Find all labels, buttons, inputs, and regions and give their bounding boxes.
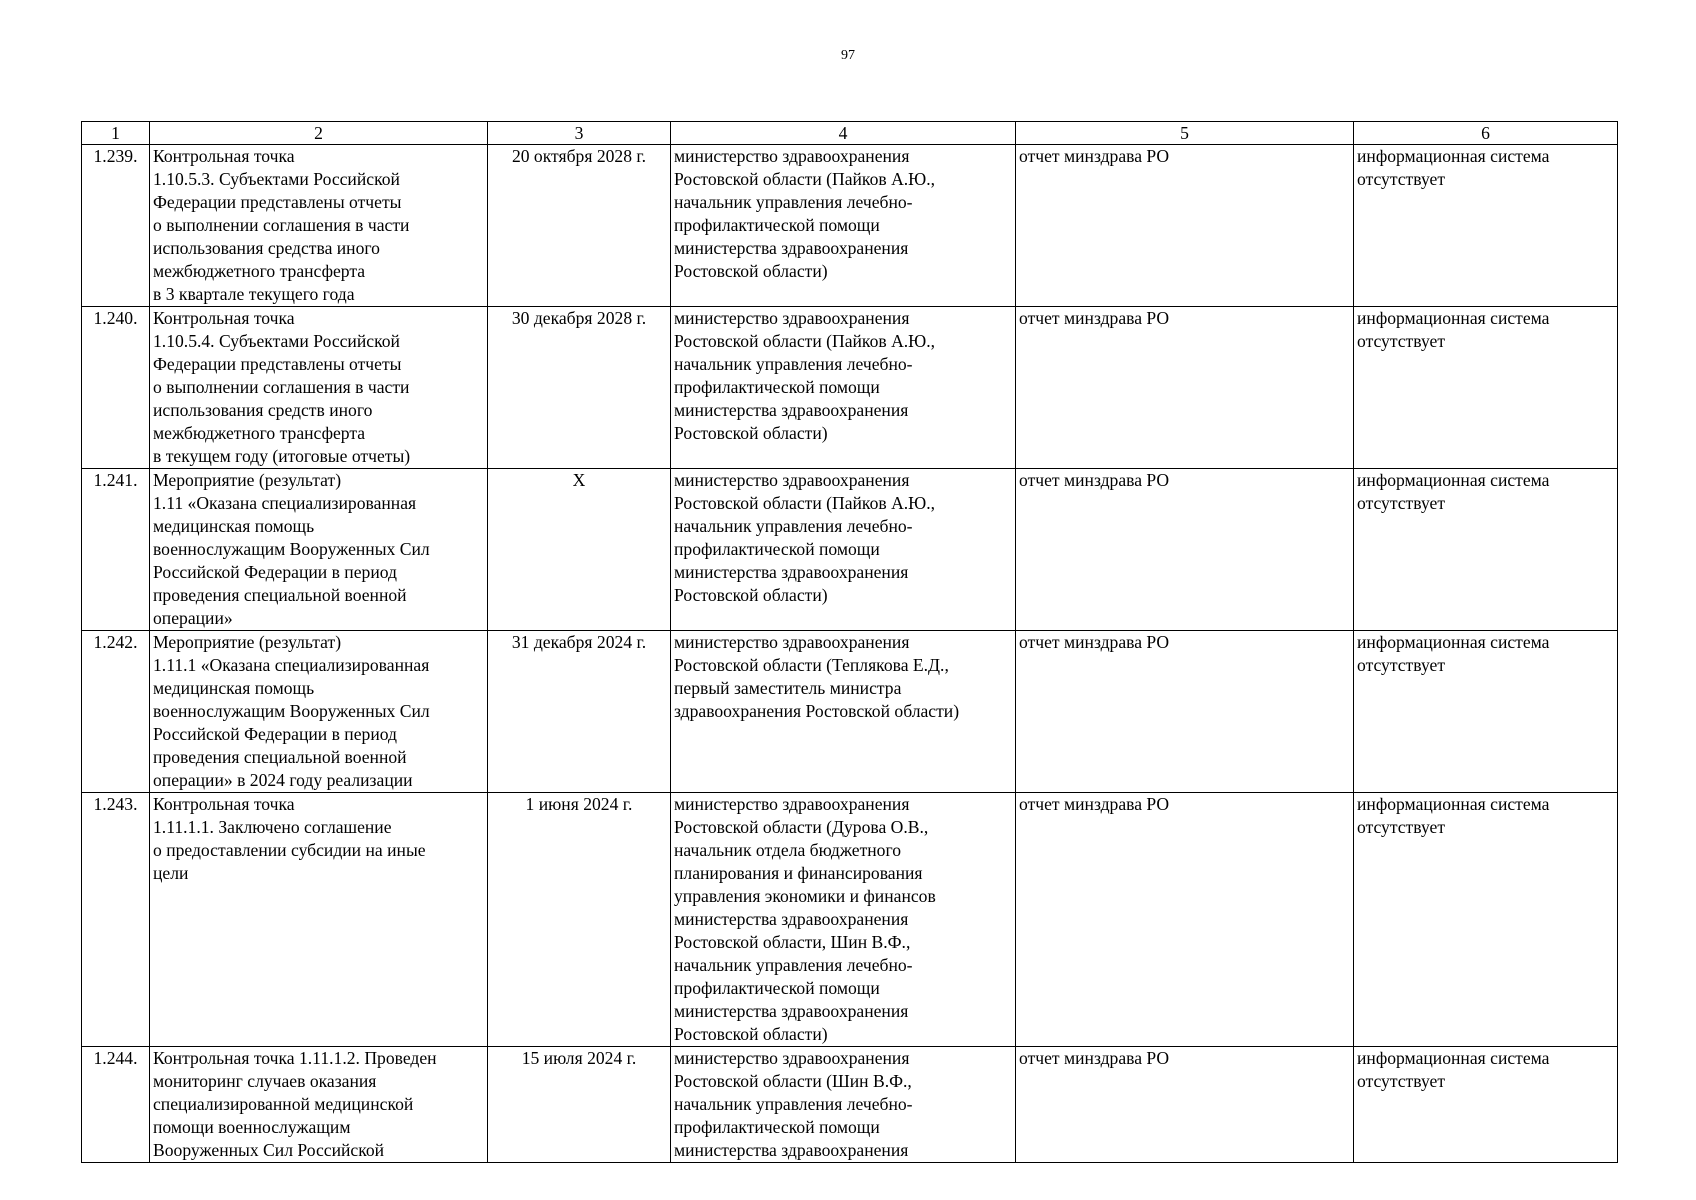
cell-line: министерства здравоохранения bbox=[674, 400, 909, 420]
cell-line: Ростовской области (Дурова О.В., bbox=[674, 817, 929, 837]
cell-line: министерство здравоохранения bbox=[674, 632, 910, 652]
document-type-cell: отчет минздрава РО bbox=[1016, 1047, 1354, 1163]
measure-name-cell bbox=[150, 469, 488, 631]
cell-line: Вооруженных Сил Российской bbox=[153, 1140, 385, 1160]
cell-line: 1.11 «Оказана специализированная bbox=[153, 493, 417, 513]
cell-line: Российской Федерации в период bbox=[153, 562, 397, 582]
header-col-1: 1 bbox=[82, 122, 150, 145]
measure-name-cell bbox=[150, 145, 488, 307]
cell-line: мониторинг случаев оказания bbox=[153, 1071, 377, 1091]
information-system-cell bbox=[1354, 1047, 1618, 1163]
cell-line: начальник управления лечебно- bbox=[674, 516, 913, 536]
header-row bbox=[82, 122, 1618, 145]
measure-name-cell bbox=[150, 1047, 488, 1163]
cell-line: Контрольная точка bbox=[153, 794, 295, 814]
cell-line: профилактической помощи bbox=[674, 539, 880, 559]
information-system-cell bbox=[1354, 145, 1618, 307]
row-number-cell: 1.243. bbox=[82, 793, 150, 1047]
measure-name-cell bbox=[150, 631, 488, 793]
responsible-cell bbox=[671, 469, 1016, 631]
cell-line: 1.11.1.1. Заключено соглашение bbox=[153, 817, 392, 837]
cell-line: о выполнении соглашения в части bbox=[153, 215, 410, 235]
cell-line: начальник управления лечебно- bbox=[674, 1094, 913, 1114]
cell-line: здравоохранения Ростовской области) bbox=[674, 701, 960, 721]
cell-line: первый заместитель министра bbox=[674, 678, 902, 698]
document-type-cell: отчет минздрава РО bbox=[1016, 469, 1354, 631]
cell-line: 1.11.1 «Оказана специализированная bbox=[153, 655, 430, 675]
cell-line: Ростовской области) bbox=[674, 423, 828, 443]
cell-line: отсутствует bbox=[1357, 1071, 1446, 1091]
header-col-6: 6 bbox=[1354, 122, 1618, 145]
deadline-date-cell: 20 октября 2028 г. bbox=[488, 145, 671, 307]
cell-line: межбюджетного трансферта bbox=[153, 423, 366, 443]
cell-line: использования средств иного bbox=[153, 400, 373, 420]
row-number-cell: 1.244. bbox=[82, 1047, 150, 1163]
cell-line: Ростовской области (Пайков А.Ю., bbox=[674, 331, 936, 351]
cell-line: о выполнении соглашения в части bbox=[153, 377, 410, 397]
cell-line: информационная система bbox=[1357, 1048, 1550, 1068]
header-col-4: 4 bbox=[671, 122, 1016, 145]
cell-line: в текущем году (итоговые отчеты) bbox=[153, 446, 411, 466]
information-system-cell bbox=[1354, 307, 1618, 469]
cell-line: отсутствует bbox=[1357, 817, 1446, 837]
cell-line: профилактической помощи bbox=[674, 377, 880, 397]
cell-line: министерства здравоохранения bbox=[674, 238, 909, 258]
cell-line: Ростовской области) bbox=[674, 261, 828, 281]
cell-line: отсутствует bbox=[1357, 331, 1446, 351]
row-number-cell: 1.240. bbox=[82, 307, 150, 469]
document-type-cell: отчет минздрава РО bbox=[1016, 307, 1354, 469]
row-number-cell: 1.241. bbox=[82, 469, 150, 631]
cell-line: министерства здравоохранения bbox=[674, 909, 909, 929]
deadline-date-cell: Х bbox=[488, 469, 671, 631]
cell-line: помощи военнослужащим bbox=[153, 1117, 351, 1137]
cell-line: о предоставлении субсидии на иные bbox=[153, 840, 426, 860]
cell-line: профилактической помощи bbox=[674, 215, 880, 235]
cell-line: использования средства иного bbox=[153, 238, 380, 258]
cell-line: Ростовской области (Пайков А.Ю., bbox=[674, 169, 936, 189]
page-number: 97 bbox=[841, 48, 855, 63]
cell-line: Ростовской области (Теплякова Е.Д., bbox=[674, 655, 949, 675]
information-system-cell bbox=[1354, 631, 1618, 793]
header-col-2: 2 bbox=[150, 122, 488, 145]
table-row bbox=[82, 1047, 1618, 1163]
deadline-date-cell: 30 декабря 2028 г. bbox=[488, 307, 671, 469]
responsible-cell bbox=[671, 793, 1016, 1047]
cell-line: начальник управления лечебно- bbox=[674, 354, 913, 374]
cell-line: профилактической помощи bbox=[674, 1117, 880, 1137]
cell-line: планирования и финансирования bbox=[674, 863, 923, 883]
cell-line: министерство здравоохранения bbox=[674, 470, 910, 490]
responsible-cell bbox=[671, 145, 1016, 307]
cell-line: отсутствует bbox=[1357, 655, 1446, 675]
row-number-cell: 1.242. bbox=[82, 631, 150, 793]
deadline-date-cell: 1 июня 2024 г. bbox=[488, 793, 671, 1047]
cell-line: межбюджетного трансферта bbox=[153, 261, 366, 281]
table-row bbox=[82, 793, 1618, 1047]
cell-line: министерство здравоохранения bbox=[674, 1048, 910, 1068]
cell-line: начальник управления лечебно- bbox=[674, 955, 913, 975]
table-row bbox=[82, 145, 1618, 307]
cell-line: 1.10.5.3. Субъектами Российской bbox=[153, 169, 400, 189]
cell-line: Мероприятие (результат) bbox=[153, 632, 342, 652]
cell-line: начальник отдела бюджетного bbox=[674, 840, 902, 860]
document-type-cell: отчет минздрава РО bbox=[1016, 793, 1354, 1047]
cell-line: профилактической помощи bbox=[674, 978, 880, 998]
cell-line: Ростовской области) bbox=[674, 1024, 828, 1044]
cell-line: Ростовской области (Шин В.Ф., bbox=[674, 1071, 912, 1091]
cell-line: медицинская помощь bbox=[153, 678, 315, 698]
cell-line: военнослужащим Вооруженных Сил bbox=[153, 539, 430, 559]
measure-name-cell bbox=[150, 307, 488, 469]
responsible-cell bbox=[671, 307, 1016, 469]
cell-line: Ростовской области (Пайков А.Ю., bbox=[674, 493, 936, 513]
header-col-3: 3 bbox=[488, 122, 671, 145]
cell-line: Контрольная точка 1.11.1.2. Проведен bbox=[153, 1048, 437, 1068]
cell-line: информационная система bbox=[1357, 632, 1550, 652]
table-row bbox=[82, 307, 1618, 469]
cell-line: информационная система bbox=[1357, 470, 1550, 490]
responsible-cell bbox=[671, 1047, 1016, 1163]
table-row bbox=[82, 469, 1618, 631]
cell-line: проведения специальной военной bbox=[153, 585, 407, 605]
measures-table bbox=[81, 121, 1618, 1163]
cell-line: министерства здравоохранения bbox=[674, 1001, 909, 1021]
cell-line: министерства здравоохранения bbox=[674, 562, 909, 582]
cell-line: информационная система bbox=[1357, 794, 1550, 814]
cell-line: операции» в 2024 году реализации bbox=[153, 770, 413, 790]
cell-line: Ростовской области) bbox=[674, 585, 828, 605]
cell-line: в 3 квартале текущего года bbox=[153, 284, 355, 304]
cell-line: министерство здравоохранения bbox=[674, 146, 910, 166]
cell-line: министерство здравоохранения bbox=[674, 794, 910, 814]
cell-line: Российской Федерации в период bbox=[153, 724, 397, 744]
cell-line: министерства здравоохранения bbox=[674, 1140, 909, 1160]
cell-line: 1.10.5.4. Субъектами Российской bbox=[153, 331, 400, 351]
information-system-cell bbox=[1354, 793, 1618, 1047]
cell-line: министерство здравоохранения bbox=[674, 308, 910, 328]
cell-line: информационная система bbox=[1357, 308, 1550, 328]
cell-line: Мероприятие (результат) bbox=[153, 470, 342, 490]
cell-line: информационная система bbox=[1357, 146, 1550, 166]
table-body bbox=[82, 145, 1618, 1163]
cell-line: проведения специальной военной bbox=[153, 747, 407, 767]
document-type-cell: отчет минздрава РО bbox=[1016, 631, 1354, 793]
measure-name-cell bbox=[150, 793, 488, 1047]
cell-line: цели bbox=[153, 863, 189, 883]
deadline-date-cell: 15 июля 2024 г. bbox=[488, 1047, 671, 1163]
document-type-cell: отчет минздрава РО bbox=[1016, 145, 1354, 307]
cell-line: Контрольная точка bbox=[153, 146, 295, 166]
information-system-cell bbox=[1354, 469, 1618, 631]
cell-line: отсутствует bbox=[1357, 493, 1446, 513]
responsible-cell bbox=[671, 631, 1016, 793]
table-row bbox=[82, 631, 1618, 793]
cell-line: начальник управления лечебно- bbox=[674, 192, 913, 212]
cell-line: операции» bbox=[153, 608, 233, 628]
cell-line: управления экономики и финансов bbox=[674, 886, 936, 906]
cell-line: медицинская помощь bbox=[153, 516, 315, 536]
cell-line: Федерации представлены отчеты bbox=[153, 354, 402, 374]
cell-line: специализированной медицинской bbox=[153, 1094, 414, 1114]
cell-line: Контрольная точка bbox=[153, 308, 295, 328]
header-col-5: 5 bbox=[1016, 122, 1354, 145]
row-number-cell: 1.239. bbox=[82, 145, 150, 307]
deadline-date-cell: 31 декабря 2024 г. bbox=[488, 631, 671, 793]
cell-line: военнослужащим Вооруженных Сил bbox=[153, 701, 430, 721]
cell-line: Федерации представлены отчеты bbox=[153, 192, 402, 212]
cell-line: отсутствует bbox=[1357, 169, 1446, 189]
cell-line: Ростовской области, Шин В.Ф., bbox=[674, 932, 911, 952]
